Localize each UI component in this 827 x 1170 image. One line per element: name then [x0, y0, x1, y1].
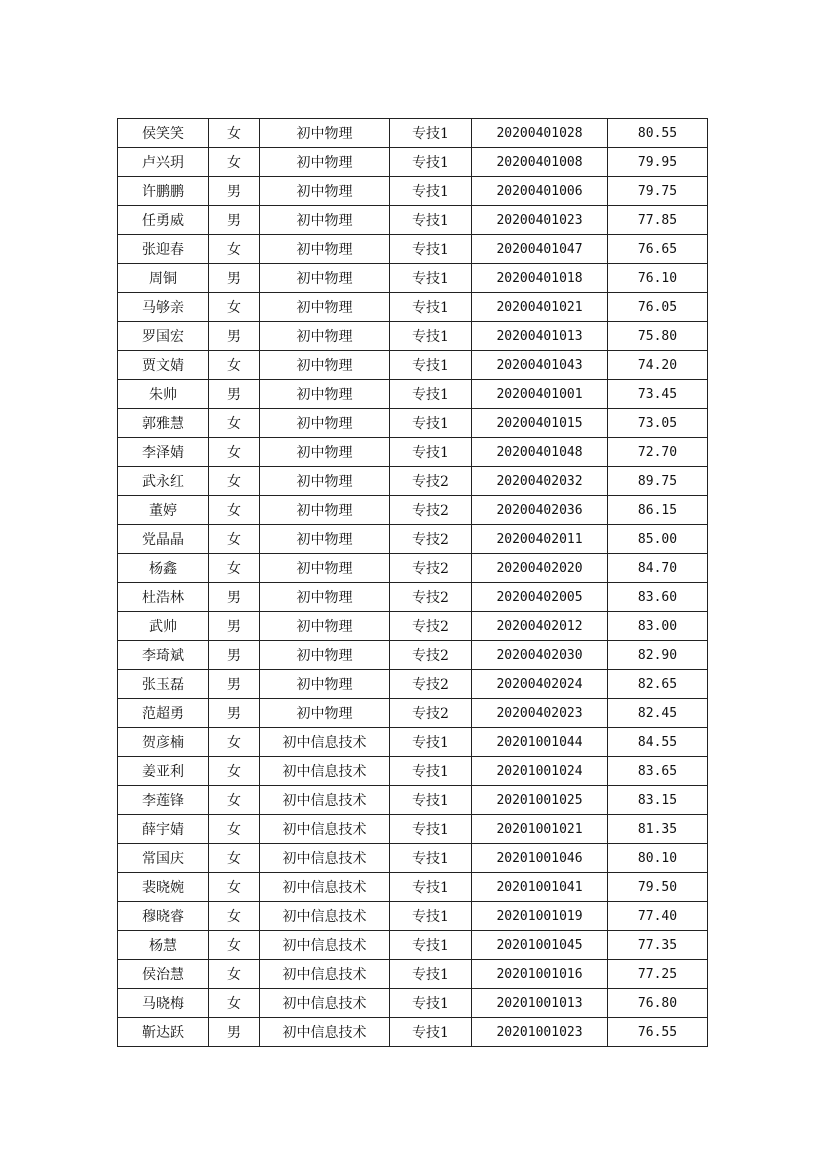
table-row — [118, 322, 708, 351]
gender-cell: 女 — [209, 786, 260, 815]
score-cell: 89.75 — [608, 467, 708, 496]
score-cell: 77.40 — [608, 902, 708, 931]
exam-id-cell: 20200401023 — [472, 206, 608, 235]
name-cell: 周铜 — [118, 264, 209, 293]
score-cell: 83.60 — [608, 583, 708, 612]
post-cell: 专技1 — [390, 844, 472, 873]
name-cell: 裴晓婉 — [118, 873, 209, 902]
table-row — [118, 757, 708, 786]
gender-cell: 男 — [209, 612, 260, 641]
gender-cell: 男 — [209, 322, 260, 351]
table-row — [118, 409, 708, 438]
table-row — [118, 525, 708, 554]
table-row — [118, 612, 708, 641]
exam-id-cell: 20200402036 — [472, 496, 608, 525]
gender-cell: 男 — [209, 206, 260, 235]
score-cell: 79.50 — [608, 873, 708, 902]
name-cell: 杨鑫 — [118, 554, 209, 583]
table-row — [118, 148, 708, 177]
subject-cell: 初中物理 — [260, 641, 390, 670]
gender-cell: 女 — [209, 525, 260, 554]
post-cell: 专技1 — [390, 931, 472, 960]
exam-id-cell: 20200401047 — [472, 235, 608, 264]
exam-id-cell: 20200401048 — [472, 438, 608, 467]
table-row — [118, 177, 708, 206]
score-cell: 84.55 — [608, 728, 708, 757]
score-cell: 77.85 — [608, 206, 708, 235]
score-cell: 76.65 — [608, 235, 708, 264]
name-cell: 薛宇婧 — [118, 815, 209, 844]
gender-cell: 女 — [209, 844, 260, 873]
table-row — [118, 728, 708, 757]
score-cell: 76.05 — [608, 293, 708, 322]
post-cell: 专技1 — [390, 728, 472, 757]
post-cell: 专技1 — [390, 235, 472, 264]
score-cell: 76.80 — [608, 989, 708, 1018]
table-row — [118, 351, 708, 380]
exam-id-cell: 20201001023 — [472, 1018, 608, 1047]
score-cell: 83.00 — [608, 612, 708, 641]
name-cell: 侯笑笑 — [118, 119, 209, 148]
exam-id-cell: 20200402030 — [472, 641, 608, 670]
exam-id-cell: 20201001025 — [472, 786, 608, 815]
name-cell: 李莲锋 — [118, 786, 209, 815]
table-row — [118, 1018, 708, 1047]
subject-cell: 初中信息技术 — [260, 873, 390, 902]
subject-cell: 初中信息技术 — [260, 728, 390, 757]
score-cell: 82.90 — [608, 641, 708, 670]
score-cell: 83.65 — [608, 757, 708, 786]
exam-id-cell: 20201001041 — [472, 873, 608, 902]
score-cell: 76.10 — [608, 264, 708, 293]
subject-cell: 初中信息技术 — [260, 989, 390, 1018]
score-cell: 79.75 — [608, 177, 708, 206]
name-cell: 张迎春 — [118, 235, 209, 264]
table-row — [118, 380, 708, 409]
post-cell: 专技1 — [390, 1018, 472, 1047]
subject-cell: 初中物理 — [260, 351, 390, 380]
score-cell: 84.70 — [608, 554, 708, 583]
gender-cell: 女 — [209, 554, 260, 583]
table-row — [118, 873, 708, 902]
name-cell: 许鹏鹏 — [118, 177, 209, 206]
exam-id-cell: 20201001044 — [472, 728, 608, 757]
post-cell: 专技1 — [390, 902, 472, 931]
name-cell: 武帅 — [118, 612, 209, 641]
name-cell: 郭雅慧 — [118, 409, 209, 438]
score-cell: 85.00 — [608, 525, 708, 554]
name-cell: 党晶晶 — [118, 525, 209, 554]
post-cell: 专技1 — [390, 960, 472, 989]
subject-cell: 初中物理 — [260, 264, 390, 293]
score-cell: 80.55 — [608, 119, 708, 148]
subject-cell: 初中物理 — [260, 206, 390, 235]
post-cell: 专技2 — [390, 496, 472, 525]
gender-cell: 女 — [209, 728, 260, 757]
subject-cell: 初中物理 — [260, 409, 390, 438]
table-row — [118, 931, 708, 960]
subject-cell: 初中物理 — [260, 438, 390, 467]
subject-cell: 初中物理 — [260, 496, 390, 525]
name-cell: 任勇威 — [118, 206, 209, 235]
table-row — [118, 844, 708, 873]
subject-cell: 初中物理 — [260, 670, 390, 699]
subject-cell: 初中物理 — [260, 467, 390, 496]
table-row — [118, 438, 708, 467]
gender-cell: 女 — [209, 931, 260, 960]
name-cell: 武永红 — [118, 467, 209, 496]
name-cell: 马晓梅 — [118, 989, 209, 1018]
score-cell: 76.55 — [608, 1018, 708, 1047]
exam-id-cell: 20200402011 — [472, 525, 608, 554]
score-cell: 77.25 — [608, 960, 708, 989]
subject-cell: 初中物理 — [260, 525, 390, 554]
gender-cell: 女 — [209, 757, 260, 786]
post-cell: 专技1 — [390, 786, 472, 815]
name-cell: 常国庆 — [118, 844, 209, 873]
gender-cell: 女 — [209, 873, 260, 902]
post-cell: 专技1 — [390, 351, 472, 380]
name-cell: 贺彦楠 — [118, 728, 209, 757]
gender-cell: 男 — [209, 264, 260, 293]
score-cell: 74.20 — [608, 351, 708, 380]
post-cell: 专技1 — [390, 873, 472, 902]
exam-id-cell: 20201001016 — [472, 960, 608, 989]
gender-cell: 女 — [209, 902, 260, 931]
gender-cell: 男 — [209, 699, 260, 728]
score-cell: 80.10 — [608, 844, 708, 873]
table-row — [118, 989, 708, 1018]
gender-cell: 女 — [209, 438, 260, 467]
exam-id-cell: 20200401021 — [472, 293, 608, 322]
post-cell: 专技1 — [390, 438, 472, 467]
exam-id-cell: 20200401028 — [472, 119, 608, 148]
post-cell: 专技2 — [390, 641, 472, 670]
exam-id-cell: 20200402024 — [472, 670, 608, 699]
name-cell: 杜浩林 — [118, 583, 209, 612]
name-cell: 侯治慧 — [118, 960, 209, 989]
exam-id-cell: 20200402005 — [472, 583, 608, 612]
table-row — [118, 786, 708, 815]
subject-cell: 初中信息技术 — [260, 844, 390, 873]
exam-id-cell: 20200401001 — [472, 380, 608, 409]
post-cell: 专技1 — [390, 757, 472, 786]
subject-cell: 初中信息技术 — [260, 902, 390, 931]
exam-id-cell: 20200401018 — [472, 264, 608, 293]
table-row — [118, 902, 708, 931]
name-cell: 李泽婧 — [118, 438, 209, 467]
gender-cell: 男 — [209, 380, 260, 409]
subject-cell: 初中信息技术 — [260, 786, 390, 815]
gender-cell: 男 — [209, 177, 260, 206]
gender-cell: 女 — [209, 351, 260, 380]
table-row — [118, 119, 708, 148]
subject-cell: 初中物理 — [260, 148, 390, 177]
name-cell: 朱帅 — [118, 380, 209, 409]
post-cell: 专技2 — [390, 670, 472, 699]
exam-id-cell: 20201001013 — [472, 989, 608, 1018]
post-cell: 专技1 — [390, 409, 472, 438]
score-cell: 72.70 — [608, 438, 708, 467]
gender-cell: 女 — [209, 119, 260, 148]
score-cell: 86.15 — [608, 496, 708, 525]
gender-cell: 男 — [209, 583, 260, 612]
table-row — [118, 554, 708, 583]
post-cell: 专技1 — [390, 119, 472, 148]
subject-cell: 初中物理 — [260, 177, 390, 206]
table-row — [118, 467, 708, 496]
name-cell: 马够亲 — [118, 293, 209, 322]
exam-id-cell: 20200401043 — [472, 351, 608, 380]
gender-cell: 女 — [209, 409, 260, 438]
gender-cell: 女 — [209, 496, 260, 525]
exam-id-cell: 20200402012 — [472, 612, 608, 641]
table-row — [118, 815, 708, 844]
exam-id-cell: 20200402032 — [472, 467, 608, 496]
gender-cell: 女 — [209, 293, 260, 322]
table-row — [118, 699, 708, 728]
score-cell: 75.80 — [608, 322, 708, 351]
score-cell: 73.05 — [608, 409, 708, 438]
table-row — [118, 641, 708, 670]
gender-cell: 女 — [209, 815, 260, 844]
gender-cell: 女 — [209, 235, 260, 264]
score-table-body — [118, 119, 708, 1047]
exam-id-cell: 20201001019 — [472, 902, 608, 931]
table-row — [118, 235, 708, 264]
exam-id-cell: 20201001024 — [472, 757, 608, 786]
subject-cell: 初中物理 — [260, 380, 390, 409]
post-cell: 专技2 — [390, 467, 472, 496]
post-cell: 专技2 — [390, 699, 472, 728]
name-cell: 范超勇 — [118, 699, 209, 728]
table-row — [118, 670, 708, 699]
post-cell: 专技1 — [390, 380, 472, 409]
post-cell: 专技1 — [390, 989, 472, 1018]
gender-cell: 女 — [209, 960, 260, 989]
gender-cell: 女 — [209, 467, 260, 496]
subject-cell: 初中物理 — [260, 554, 390, 583]
subject-cell: 初中信息技术 — [260, 960, 390, 989]
score-cell: 83.15 — [608, 786, 708, 815]
name-cell: 贾文婧 — [118, 351, 209, 380]
score-cell: 77.35 — [608, 931, 708, 960]
post-cell: 专技1 — [390, 264, 472, 293]
subject-cell: 初中物理 — [260, 322, 390, 351]
exam-id-cell: 20200402023 — [472, 699, 608, 728]
post-cell: 专技1 — [390, 293, 472, 322]
name-cell: 李琦斌 — [118, 641, 209, 670]
score-cell: 82.65 — [608, 670, 708, 699]
subject-cell: 初中物理 — [260, 119, 390, 148]
subject-cell: 初中物理 — [260, 583, 390, 612]
subject-cell: 初中物理 — [260, 293, 390, 322]
score-cell: 82.45 — [608, 699, 708, 728]
post-cell: 专技2 — [390, 612, 472, 641]
score-cell: 81.35 — [608, 815, 708, 844]
subject-cell: 初中信息技术 — [260, 757, 390, 786]
exam-id-cell: 20200401015 — [472, 409, 608, 438]
name-cell: 靳达跃 — [118, 1018, 209, 1047]
name-cell: 姜亚利 — [118, 757, 209, 786]
name-cell: 张玉磊 — [118, 670, 209, 699]
gender-cell: 男 — [209, 670, 260, 699]
table-row — [118, 293, 708, 322]
table-row — [118, 960, 708, 989]
exam-id-cell: 20200402020 — [472, 554, 608, 583]
exam-id-cell: 20201001045 — [472, 931, 608, 960]
gender-cell: 女 — [209, 989, 260, 1018]
name-cell: 董婷 — [118, 496, 209, 525]
exam-id-cell: 20200401006 — [472, 177, 608, 206]
subject-cell: 初中信息技术 — [260, 815, 390, 844]
name-cell: 罗国宏 — [118, 322, 209, 351]
post-cell: 专技1 — [390, 206, 472, 235]
subject-cell: 初中物理 — [260, 235, 390, 264]
subject-cell: 初中信息技术 — [260, 931, 390, 960]
post-cell: 专技1 — [390, 322, 472, 351]
post-cell: 专技1 — [390, 815, 472, 844]
exam-id-cell: 20200401013 — [472, 322, 608, 351]
post-cell: 专技2 — [390, 554, 472, 583]
gender-cell: 男 — [209, 1018, 260, 1047]
post-cell: 专技2 — [390, 583, 472, 612]
subject-cell: 初中信息技术 — [260, 1018, 390, 1047]
table-row — [118, 264, 708, 293]
exam-id-cell: 20201001046 — [472, 844, 608, 873]
exam-id-cell: 20200401008 — [472, 148, 608, 177]
score-table — [117, 118, 708, 1047]
exam-id-cell: 20201001021 — [472, 815, 608, 844]
table-row — [118, 496, 708, 525]
post-cell: 专技2 — [390, 525, 472, 554]
name-cell: 杨慧 — [118, 931, 209, 960]
subject-cell: 初中物理 — [260, 699, 390, 728]
name-cell: 卢兴玥 — [118, 148, 209, 177]
post-cell: 专技1 — [390, 177, 472, 206]
post-cell: 专技1 — [390, 148, 472, 177]
score-cell: 73.45 — [608, 380, 708, 409]
table-row — [118, 206, 708, 235]
table-row — [118, 583, 708, 612]
score-cell: 79.95 — [608, 148, 708, 177]
name-cell: 穆晓睿 — [118, 902, 209, 931]
subject-cell: 初中物理 — [260, 612, 390, 641]
gender-cell: 男 — [209, 641, 260, 670]
gender-cell: 女 — [209, 148, 260, 177]
